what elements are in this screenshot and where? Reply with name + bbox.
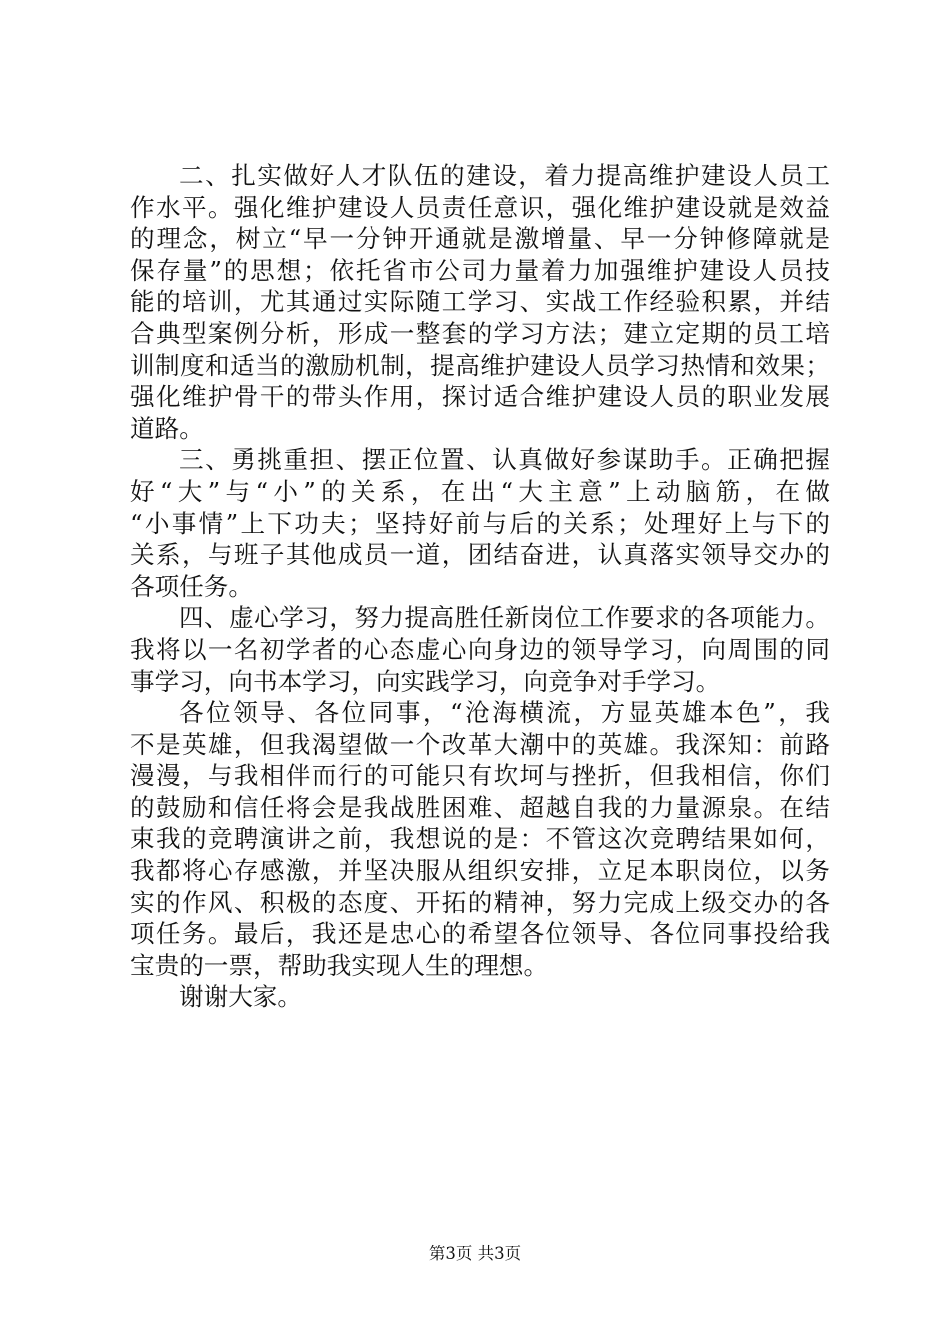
paragraph-4-line-1: 四、虚心学习，努力提高胜任新岗位工作要求的各项能力。	[179, 603, 830, 633]
paragraph-3-line-4: 关系，与班子其他成员一道，团结奋进，认真落实领导交办的	[130, 540, 830, 570]
page-number-label: 第3页 共3页	[428, 1244, 522, 1263]
paragraph-5-line-5: 束我的竞聘演讲之前，我想说的是：不管这次竞聘结果如何，	[130, 824, 830, 854]
paragraph-5-line-9: 宝贵的一票，帮助我实现人生的理想。	[130, 950, 549, 980]
paragraph-2-line-4: 保存量”的思想；依托省市公司力量着力加强维护建设人员技	[130, 255, 830, 285]
paragraph-2-line-6: 合典型案例分析，形成一整套的学习方法；建立定期的员工培	[130, 318, 830, 348]
paragraph-3-line-2: 好“大”与“小”的关系，在出“大主意”上动脑筋，在做	[130, 476, 830, 506]
paragraph-5-line-2: 不是英雄，但我渴望做一个改革大潮中的英雄。我深知：前路	[130, 729, 830, 759]
paragraph-2-line-8: 强化维护骨干的带头作用，探讨适合维护建设人员的职业发展	[130, 382, 830, 412]
paragraph-3-line-1: 三、勇挑重担、摆正位置、认真做好参谋助手。正确把握	[179, 445, 830, 475]
page-footer	[0, 1243, 950, 1265]
paragraph-2-line-9: 道路。	[130, 413, 204, 443]
paragraph-2-line-3: 的理念，树立“早一分钟开通就是激增量、早一分钟修障就是	[130, 224, 830, 254]
paragraph-2-line-7: 训制度和适当的激励机制，提高维护建设人员学习热情和效果；	[130, 350, 830, 380]
closing-line: 谢谢大家。	[179, 982, 302, 1012]
paragraph-2-line-5: 能的培训，尤其通过实际随工学习、实战工作经验积累，并结	[130, 287, 830, 317]
paragraph-5-line-3: 漫漫，与我相伴而行的可能只有坎坷与挫折，但我相信，你们	[130, 761, 830, 791]
paragraph-5-line-6: 我都将心存感激，并坚决服从组织安排，立足本职岗位，以务	[130, 856, 830, 886]
paragraph-5-line-7: 实的作风、积极的态度、开拓的精神，努力完成上级交办的各	[130, 887, 830, 917]
paragraph-5-line-4: 的鼓励和信任将会是我战胜困难、超越自我的力量源泉。在结	[130, 792, 830, 822]
paragraph-5-line-1: 各位领导、各位同事，“沧海横流，方显英雄本色”，我	[179, 698, 830, 728]
paragraph-3-line-3: “小事情”上下功夫；坚持好前与后的关系；处理好上与下的	[130, 508, 830, 538]
paragraph-4-line-2: 我将以一名初学者的心态虚心向身边的领导学习，向周围的同	[130, 634, 830, 664]
paragraph-3-line-5: 各项任务。	[130, 571, 253, 601]
paragraph-2-line-2: 作水平。强化维护建设人员责任意识，强化维护建设就是效益	[130, 192, 830, 222]
paragraph-4-line-3: 事学习，向书本学习，向实践学习，向竞争对手学习。	[130, 666, 721, 696]
document-body	[130, 160, 830, 1013]
paragraph-2-line-1: 二、扎实做好人才队伍的建设，着力提高维护建设人员工	[179, 161, 830, 190]
paragraph-5-line-8: 项任务。最后，我还是忠心的希望各位领导、各位同事投给我	[130, 919, 830, 949]
